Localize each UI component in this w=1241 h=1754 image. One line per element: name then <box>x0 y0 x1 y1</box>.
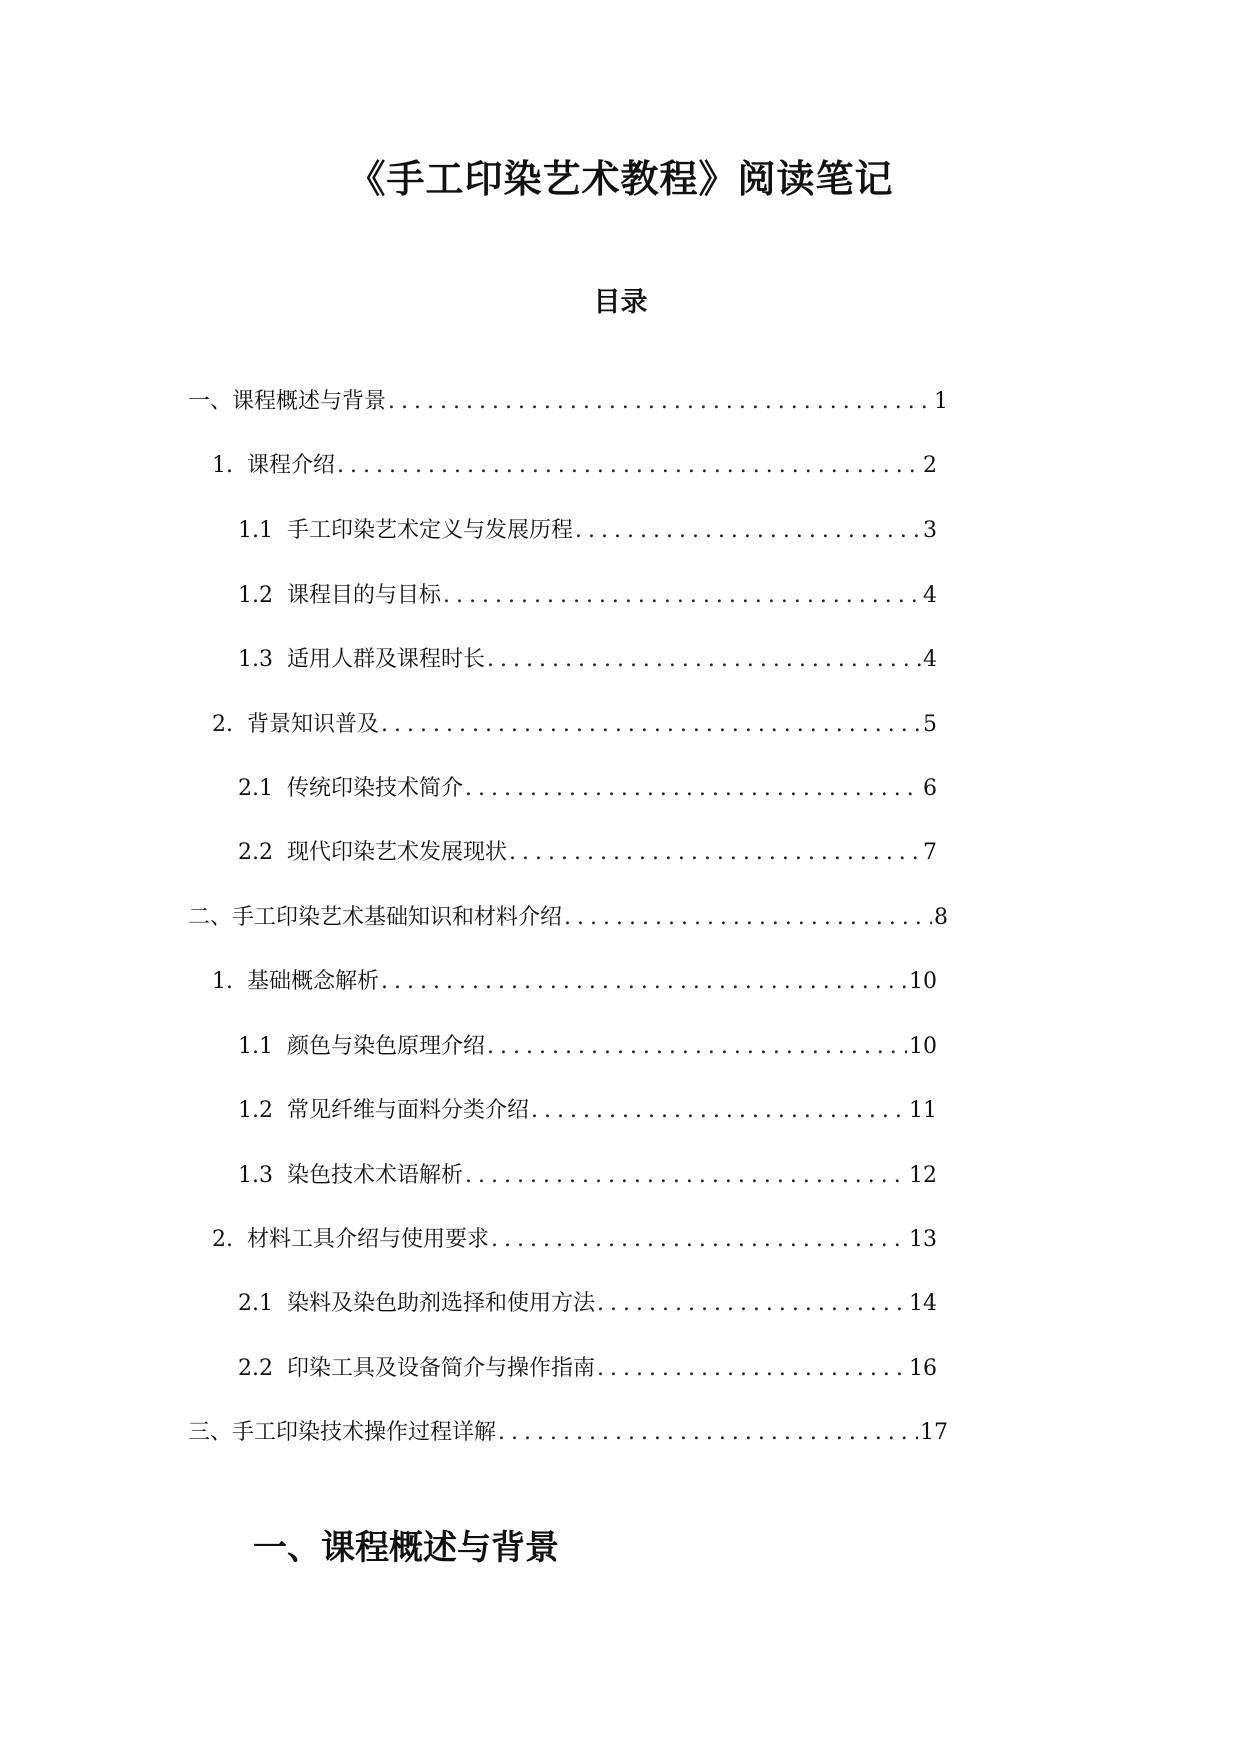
toc-entry-label: 一、课程概述与背景 <box>188 389 387 414</box>
toc-dot-leader <box>379 707 921 743</box>
toc-dot-leader <box>573 513 921 549</box>
toc-entry-number: 1.2 <box>238 583 273 608</box>
toc-page-number: 11 <box>909 1098 937 1123</box>
toc-entry-number: 2.1 <box>238 776 273 801</box>
toc-entry[interactable] <box>238 771 937 807</box>
toc-entry[interactable] <box>238 642 937 678</box>
toc-dot-leader <box>463 771 921 807</box>
toc-entry-label: 传统印染技术简介 <box>287 776 464 801</box>
toc-entry[interactable] <box>188 900 948 936</box>
toc-page-number: 17 <box>920 1420 948 1445</box>
toc-page-number: 5 <box>923 712 937 737</box>
toc-page-number: 4 <box>923 647 937 672</box>
toc-dot-leader <box>335 448 921 484</box>
toc-dot-leader <box>441 578 921 614</box>
toc-page-number: 10 <box>909 1034 937 1059</box>
toc-entry[interactable] <box>238 1286 937 1322</box>
toc-entry-label: 材料工具介绍与使用要求 <box>247 1227 490 1252</box>
toc-entry-number: 2. <box>212 712 233 737</box>
document-title: 《手工印染艺术教程》阅读笔记 <box>347 156 894 201</box>
toc-page-number: 2 <box>923 453 937 478</box>
toc-entry-label: 现代印染艺术发展现状 <box>287 840 508 865</box>
toc-entry-label: 染料及染色助剂选择和使用方法 <box>287 1291 596 1316</box>
toc-dot-leader <box>595 1286 907 1322</box>
toc-entry-number: 1.3 <box>238 1163 273 1188</box>
toc-entry[interactable] <box>238 1158 937 1194</box>
toc-entry-number: 1.1 <box>238 518 273 543</box>
toc-entry[interactable] <box>238 513 937 549</box>
toc-dot-leader <box>496 1415 918 1451</box>
toc-entry-number: 2.2 <box>238 1356 273 1381</box>
toc-page-number: 10 <box>909 969 937 994</box>
toc-entry[interactable] <box>212 964 937 1000</box>
toc-page-number: 13 <box>909 1227 937 1252</box>
toc-page-number: 16 <box>909 1356 937 1381</box>
toc-entry-label: 三、手工印染技术操作过程详解 <box>188 1420 497 1445</box>
toc-dot-leader <box>507 835 921 871</box>
toc-entry-label: 课程介绍 <box>247 453 336 478</box>
toc-entry-label: 背景知识普及 <box>247 712 380 737</box>
toc-entry[interactable] <box>238 835 937 871</box>
toc-entry[interactable] <box>238 1093 937 1129</box>
toc-entry-label: 课程目的与目标 <box>287 583 442 608</box>
toc-entry-label: 常见纤维与面料分类介绍 <box>287 1098 530 1123</box>
toc-entry[interactable] <box>238 578 937 614</box>
toc-page-number: 14 <box>909 1291 937 1316</box>
toc-entry-label: 手工印染艺术定义与发展历程 <box>287 518 574 543</box>
toc-entry-label: 染色技术术语解析 <box>287 1163 464 1188</box>
toc-page-number: 12 <box>909 1163 937 1188</box>
toc-dot-leader <box>386 384 932 420</box>
toc-page-number: 6 <box>923 776 937 801</box>
toc-entry-number: 1. <box>212 969 233 994</box>
toc-dot-leader <box>595 1351 907 1387</box>
toc-page-number: 4 <box>923 583 937 608</box>
toc-dot-leader <box>463 1158 907 1194</box>
toc-dot-leader <box>562 900 932 936</box>
toc-entry[interactable] <box>212 448 937 484</box>
toc-entry-number: 1. <box>212 453 233 478</box>
toc-entry[interactable] <box>188 384 948 420</box>
toc-entry-number: 1.1 <box>238 1034 273 1059</box>
toc-entry[interactable] <box>238 1351 937 1387</box>
toc-page-number: 3 <box>923 518 937 543</box>
toc-entry-label: 适用人群及课程时长 <box>287 647 486 672</box>
toc-entry-number: 1.3 <box>238 647 273 672</box>
toc-entry-label: 二、手工印染艺术基础知识和材料介绍 <box>188 905 563 930</box>
toc-entry-label: 颜色与染色原理介绍 <box>287 1034 486 1059</box>
section-heading: 一、课程概述与背景 <box>253 1528 559 1568</box>
toc-entry-number: 2. <box>212 1227 233 1252</box>
toc-entry[interactable] <box>238 1029 937 1065</box>
toc-entry-label: 印染工具及设备简介与操作指南 <box>287 1356 596 1381</box>
toc-entry-number: 1.2 <box>238 1098 273 1123</box>
toc-dot-leader <box>379 964 907 1000</box>
toc-dot-leader <box>529 1093 907 1129</box>
toc-page-number: 8 <box>934 905 948 930</box>
toc-entry[interactable] <box>188 1415 948 1451</box>
toc-dot-leader <box>489 1222 907 1258</box>
toc-entry-number: 2.1 <box>238 1291 273 1316</box>
toc-page-number: 1 <box>934 389 948 414</box>
toc-dot-leader <box>485 1029 907 1065</box>
toc-heading: 目录 <box>593 287 648 318</box>
toc-dot-leader <box>485 642 921 678</box>
toc-page-number: 7 <box>923 840 937 865</box>
toc-entry-label: 基础概念解析 <box>247 969 380 994</box>
toc-entry[interactable] <box>212 1222 937 1258</box>
toc-entry-number: 2.2 <box>238 840 273 865</box>
toc-entry[interactable] <box>212 707 937 743</box>
